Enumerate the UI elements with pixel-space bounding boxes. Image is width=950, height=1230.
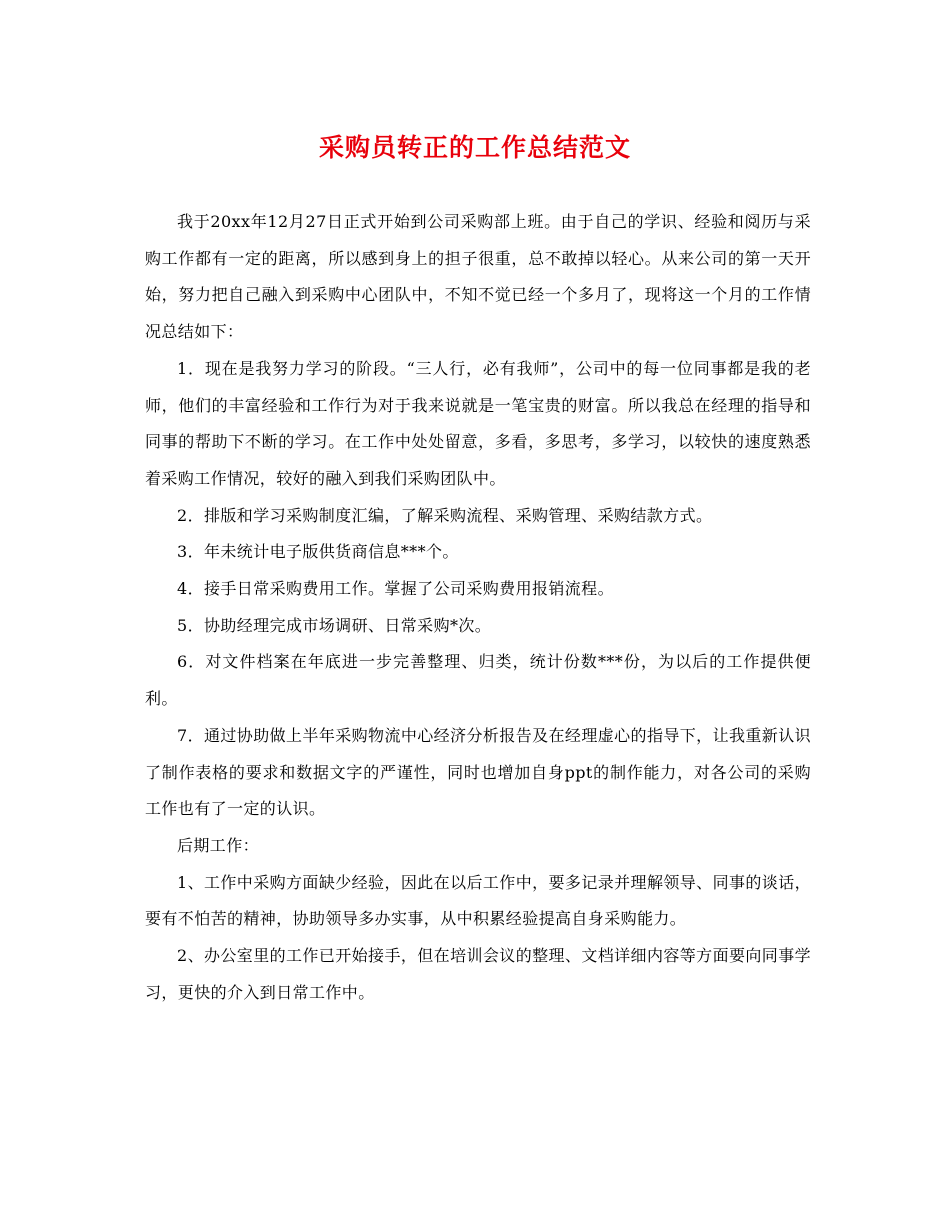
paragraph-item-2: 2．排版和学习采购制度汇编，了解采购流程、采购管理、采购结款方式。 xyxy=(177,505,713,525)
paragraph-item-1: 1．现在是我努力学习的阶段。“三人行，必有我师”，公司中的每一位同事都是我的老师，他们的丰富经验和工作行为对于我来说就是一笔宝贵的财富。所以我总在经理的指导和同事的帮助下不断的学习。在工作中处处留意，多看，多思考，多学习，以较快的速度熟悉着采购工作情况，较好的融入到我们采购团队中。 xyxy=(145,358,811,488)
paragraph-item-3: 3．年未统计电子版供货商信息***个。 xyxy=(177,542,459,562)
paragraph-intro: 我于20xx年12月27日正式开始到公司采购部上班。由于自己的学识、经验和阅历与采购工作都有一定的距离，所以感到身上的担子很重，总不敢掉以轻心。从来公司的第一天开始，努力把自己融入到采购中心团队中，不知不觉已经一个多月了，现将这一个月的工作情况总结如下： xyxy=(145,212,811,342)
paragraph-item-5: 5．协助经理完成市场调研、日常采购*次。 xyxy=(177,615,492,635)
document-body xyxy=(145,204,811,1011)
paragraph-future-2: 2、办公室里的工作已开始接手，但在培训会议的整理、文档详细内容等方面要向同事学习，更快的介入到日常工作中。 xyxy=(145,946,811,1002)
paragraph-item-4: 4．接手日常采购费用工作。掌握了公司采购费用报销流程。 xyxy=(177,579,614,599)
paragraph-item-6: 6．对文件档案在年底进一步完善整理、归类，统计份数***份，为以后的工作提供便利。 xyxy=(145,652,811,709)
paragraph-item-7: 7．通过协助做上半年采购物流中心经济分析报告及在经理虚心的指导下，让我重新认识了制作表格的要求和数据文字的严谨性，同时也增加自身ppt的制作能力，对各公司的采购工作也有了一定的认识。 xyxy=(145,725,811,819)
document-title: 采购员转正的工作总结范文 xyxy=(318,133,631,162)
paragraph-future-1: 1、工作中采购方面缺少经验，因此在以后工作中，要多记录并理解领导、同事的谈话，要有不怕苦的精神，协助领导多办实事，从中积累经验提高自身采购能力。 xyxy=(145,872,811,929)
paragraph-future-heading: 后期工作： xyxy=(177,835,260,855)
